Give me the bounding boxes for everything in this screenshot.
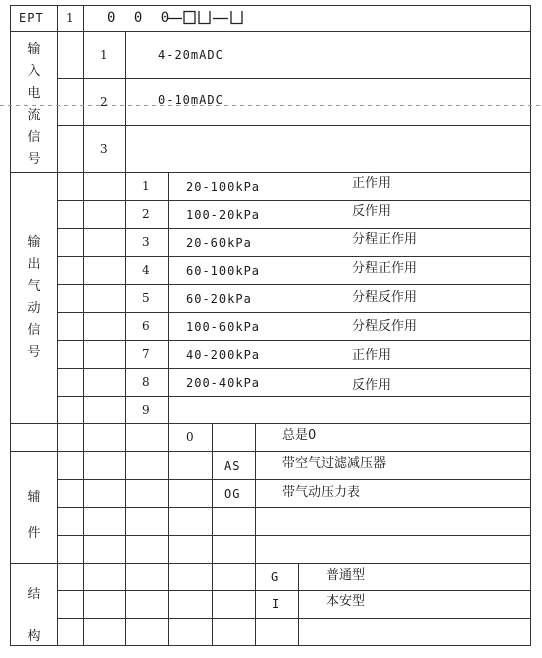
output-row-1-range: 20-100kPa: [186, 180, 261, 194]
structure-1-text: 普通型: [326, 568, 366, 583]
output-row-6-action: 分程反作用: [352, 319, 418, 334]
output-row-3-range: 20-60kPa: [186, 236, 252, 250]
model-name: EPT: [19, 11, 44, 25]
output-row-7-action: 正作用: [352, 348, 392, 363]
input-row-1-value: 4-20mADC: [158, 48, 224, 62]
output-row-7-range: 40-200kPa: [186, 348, 261, 362]
output-row-3-action: 分程正作用: [352, 232, 418, 247]
output-row-2-action: 反作用: [352, 204, 392, 219]
output-row-4-num: 4: [142, 263, 150, 277]
accessories-label: 辅 件: [27, 490, 41, 541]
input-signal-label: 输 入 电 流 信 号: [27, 42, 41, 167]
output-row-4-range: 60-100kPa: [186, 264, 261, 278]
output-row-6-num: 6: [142, 319, 150, 333]
structure-1-code: G: [271, 570, 280, 584]
structure-label: 结 构: [27, 587, 41, 644]
accessory-1-text: 带空气过滤减压器: [282, 456, 387, 471]
output-row-7-num: 7: [142, 347, 150, 361]
output-row-9-num: 9: [142, 403, 150, 417]
output-row-8-num: 8: [142, 375, 150, 389]
header-col2: 1: [66, 11, 74, 25]
output-row-3-num: 3: [142, 235, 150, 249]
output-row-2-range: 100-20kPa: [186, 208, 261, 222]
input-row-1-num: 1: [100, 48, 108, 62]
output-row-5-action: 分程反作用: [352, 290, 418, 305]
output-row-5-range: 60-20kPa: [186, 292, 252, 306]
accessory-1-code: AS: [224, 459, 241, 473]
zero-row-text: 总是0: [282, 428, 317, 443]
output-row-8-range: 200-40kPa: [186, 376, 261, 390]
input-row-3-num: 3: [100, 142, 108, 156]
output-signal-label: 输 出 气 动 信 号: [27, 235, 41, 360]
output-row-1-num: 1: [142, 179, 150, 193]
input-row-2-value: 0-10mADC: [158, 93, 224, 107]
accessory-2-code: OG: [224, 487, 241, 501]
output-row-8-action: 反作用: [352, 378, 392, 393]
output-row-4-action: 分程正作用: [352, 261, 418, 276]
input-row-2-num: 2: [100, 95, 108, 109]
output-row-5-num: 5: [142, 291, 150, 305]
model-code: 0 0 0: [107, 10, 175, 26]
output-row-2-num: 2: [142, 207, 150, 221]
output-row-1-action: 正作用: [352, 176, 392, 191]
output-row-6-range: 100-60kPa: [186, 320, 261, 334]
structure-2-code: I: [272, 597, 281, 611]
structure-2-text: 本安型: [326, 594, 366, 609]
zero-row-num: 0: [186, 430, 194, 444]
code-box-symbols: [168, 11, 242, 24]
accessory-2-text: 带气动压力表: [282, 485, 361, 500]
